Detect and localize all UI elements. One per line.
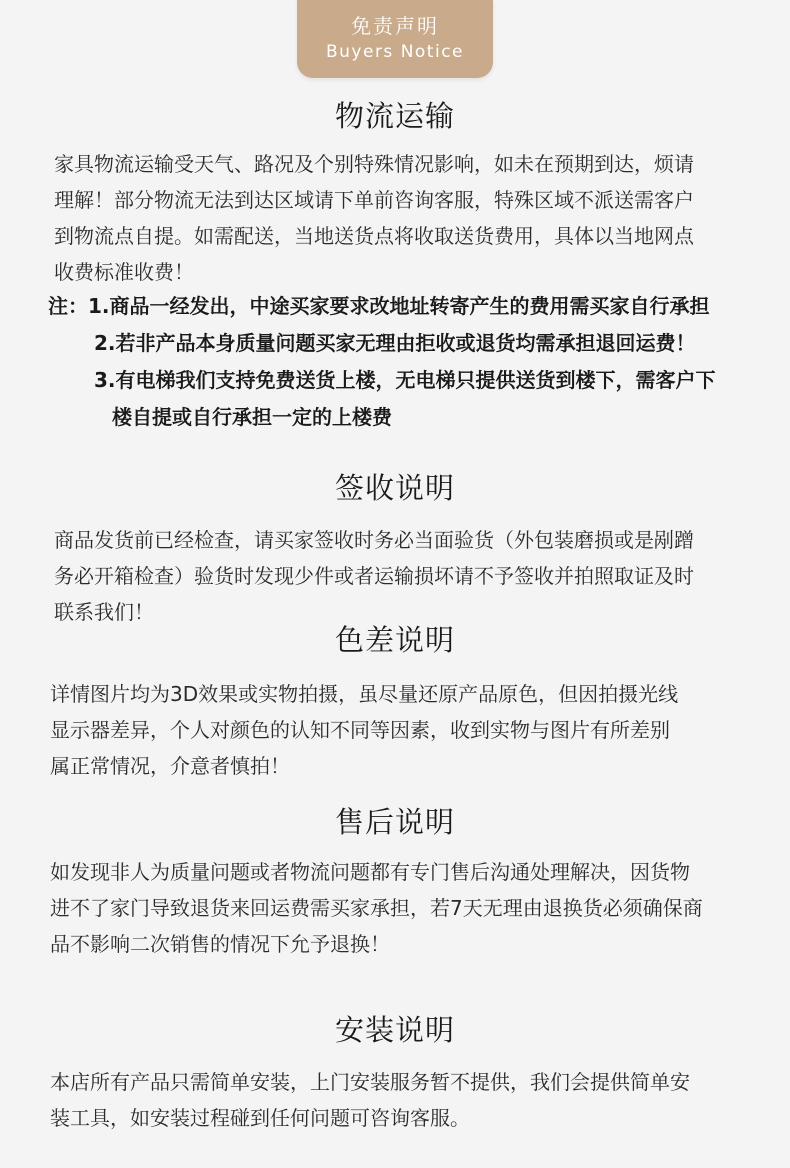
heading-logistics: 物流运输: [334, 99, 455, 133]
signing-line: 务必开箱检查）验货时发现少件或者运输损坏请不予签收并拍照取证及时: [54, 564, 694, 588]
heading-signing: 签收说明: [334, 471, 455, 505]
install-text: [50, 1064, 750, 1136]
color-text: [50, 676, 750, 784]
aftersale-line: 品不影响二次销售的情况下允予退换！: [50, 932, 390, 956]
color-line: 显示器差异，个人对颜色的认知不同等因素，收到实物与图片有所差别: [50, 718, 670, 742]
note-line: 2.若非产品本身质量问题买家无理由拒收或退货均需承担退回运费！: [94, 331, 696, 355]
buyers-notice-banner: [297, 0, 493, 78]
install-line: 本店所有产品只需简单安装，上门安装服务暂不提供，我们会提供简单安: [50, 1070, 690, 1094]
aftersale-line: 进不了家门导致退货来回运费需买家承担，若7天无理由退换货必须确保商: [50, 896, 703, 920]
aftersale-line: 如发现非人为质量问题或者物流问题都有专门售后沟通处理解决，因货物: [50, 860, 690, 884]
logistics-line: 到物流点自提。如需配送，当地送货点将收取送货费用，具体以当地网点: [54, 224, 694, 248]
note-line: 楼自提或自行承担一定的上楼费: [112, 405, 392, 429]
note-line: 3.有电梯我们支持免费送货上楼，无电梯只提供送货到楼下，需客户下: [94, 368, 716, 392]
banner-title-en: Buyers Notice: [325, 42, 465, 62]
logistics-line: 收费标准收费！: [54, 260, 194, 284]
heading-color-difference: 色差说明: [334, 623, 455, 657]
logistics-notes: [48, 288, 778, 436]
aftersale-text: [50, 854, 750, 962]
note-line: 注：1.商品一经发出，中途买家要求改地址转寄产生的费用需买家自行承担: [48, 294, 710, 318]
logistics-text: [54, 146, 754, 290]
color-line: 属正常情况，介意者慎拍！: [50, 754, 290, 778]
banner-title-cn: 免责声明: [351, 14, 439, 38]
signing-text: [54, 522, 754, 630]
signing-line: 联系我们！: [54, 600, 154, 624]
color-line: 详情图片均为3D效果或实物拍摄，虽尽量还原产品原色，但因拍摄光线: [50, 682, 679, 706]
signing-line: 商品发货前已经检查，请买家签收时务必当面验货（外包装磨损或是剐蹭: [54, 528, 694, 552]
heading-installation: 安装说明: [334, 1013, 455, 1047]
heading-aftersale: 售后说明: [334, 805, 455, 839]
logistics-line: 家具物流运输受天气、路况及个别特殊情况影响，如未在预期到达，烦请: [54, 152, 694, 176]
logistics-line: 理解！部分物流无法到达区域请下单前咨询客服，特殊区域不派送需客户: [54, 188, 694, 212]
install-line: 装工具，如安装过程碰到任何问题可咨询客服。: [50, 1106, 470, 1130]
